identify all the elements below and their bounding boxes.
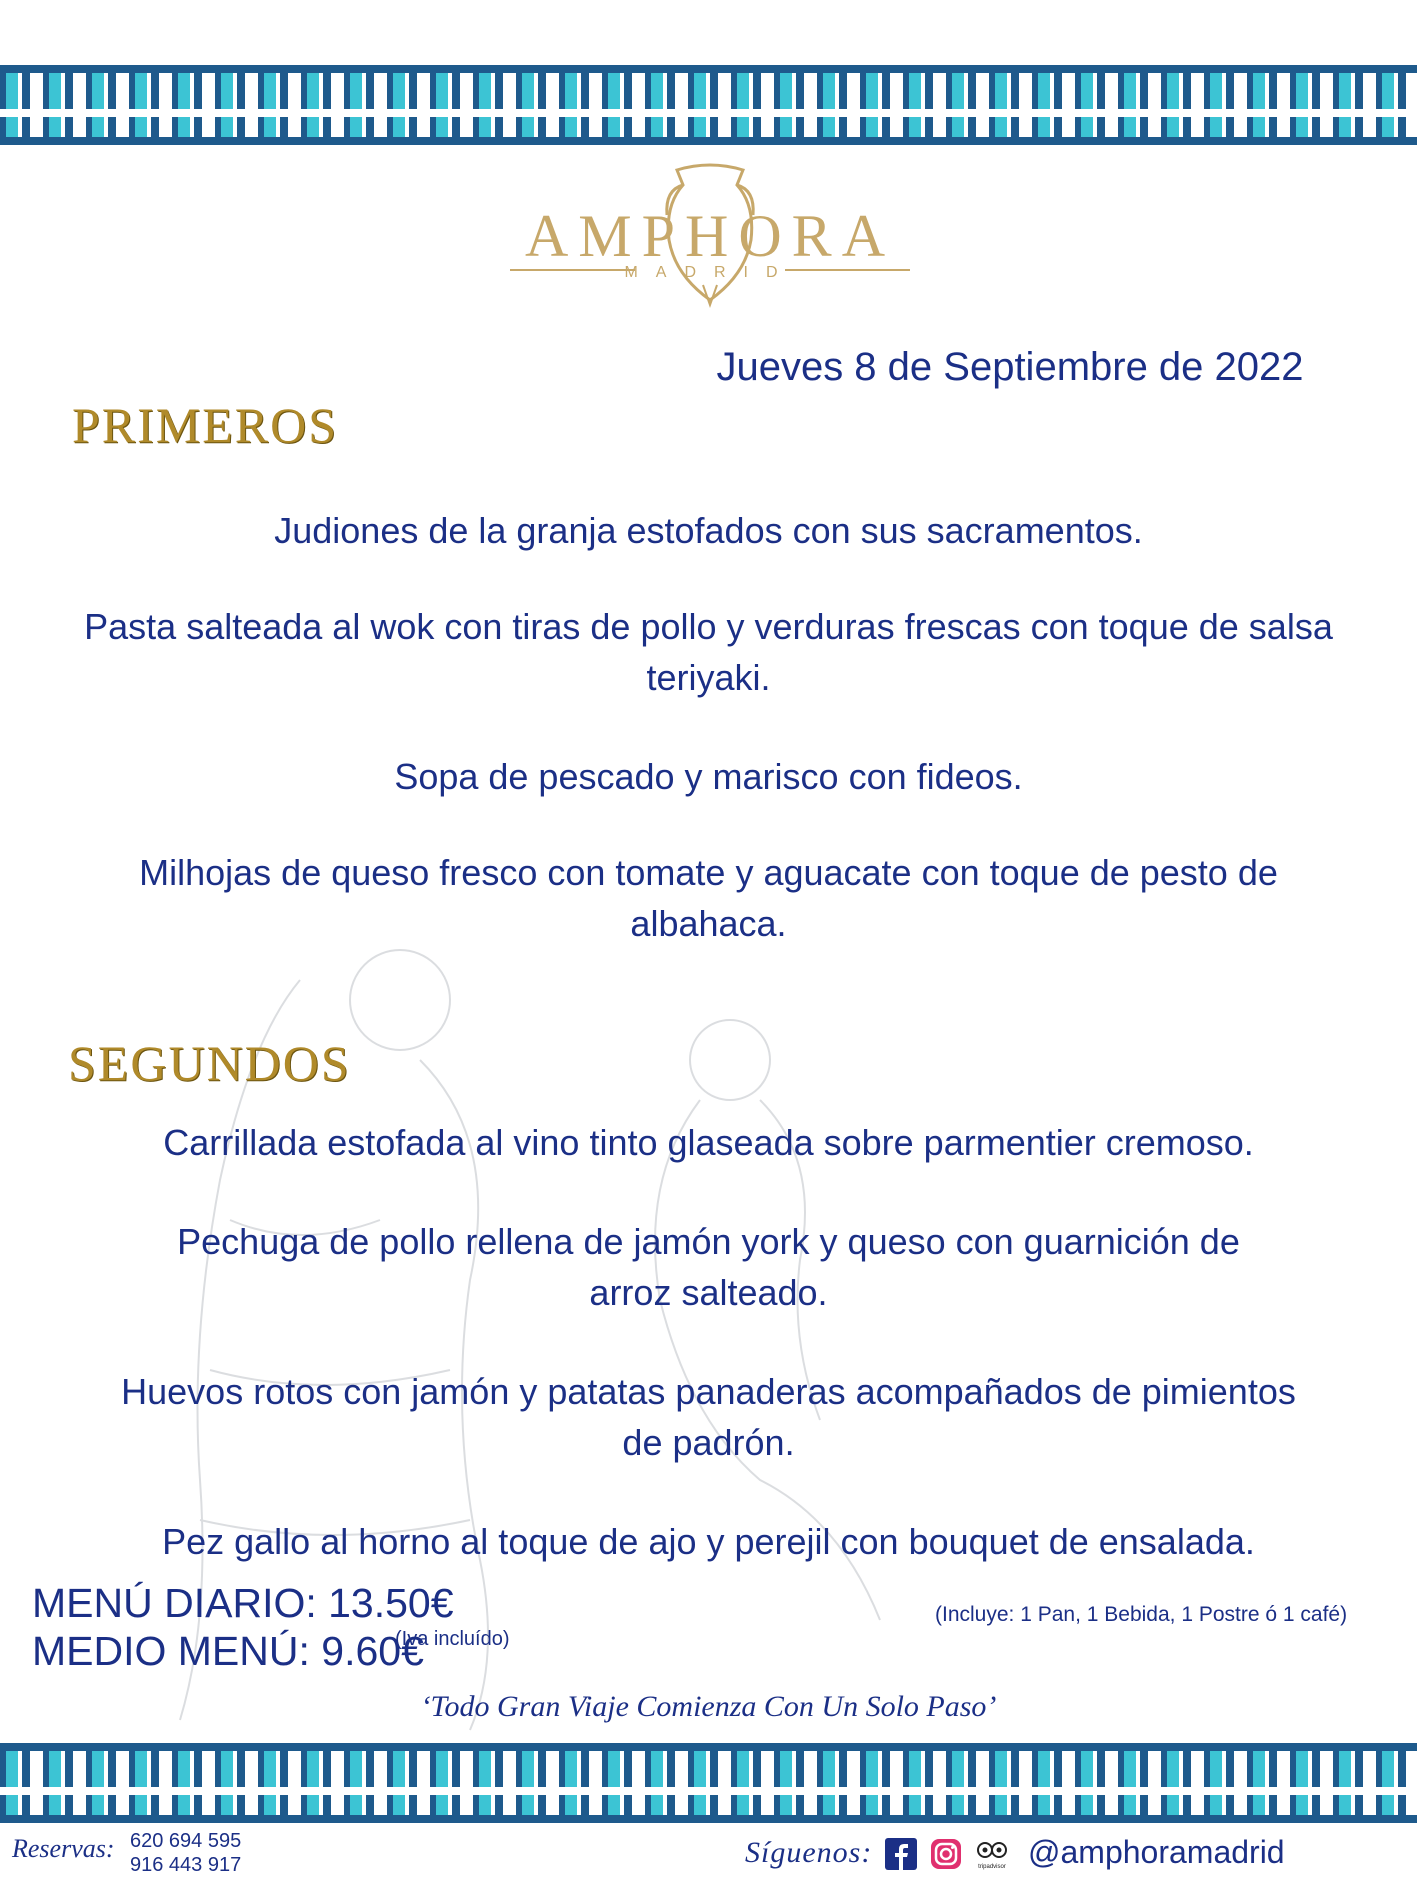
- primeros-item: Sopa de pescado y marisco con fideos.: [394, 756, 1023, 797]
- segundos-item: Carrillada estofada al vino tinto glaseada sobre parmentier cremoso.: [163, 1122, 1254, 1163]
- follow-label: Síguenos:: [745, 1836, 873, 1869]
- tripadvisor-icon[interactable]: [975, 1838, 1009, 1870]
- primeros-list: [40, 505, 1377, 997]
- includes-note: (Incluye: 1 Pan, 1 Bebida, 1 Postre ó 1 café): [935, 1603, 1348, 1626]
- segundos-item: Pez gallo al horno al toque de ajo y perejil con bouquet de ensalada.: [162, 1521, 1255, 1562]
- brand-name: AMPHORA: [524, 203, 896, 269]
- segundos-item: Huevos rotos con jamón y patatas panaderas acompañados de pimientos de padrón.: [121, 1371, 1296, 1463]
- phone-number[interactable]: 916 443 917: [130, 1854, 242, 1876]
- tripadvisor-label: tripadvisor: [978, 1864, 1006, 1870]
- menu-diario-price: MENÚ DIARIO: 13.50€: [32, 1580, 454, 1626]
- primeros-title: PRIMEROS: [72, 397, 339, 453]
- segundos-title: SEGUNDOS: [68, 1035, 351, 1091]
- segundos-list: [40, 1117, 1377, 1615]
- amphora-logo: [505, 160, 915, 340]
- reservas-label: Reservas:: [12, 1834, 115, 1863]
- social-handle[interactable]: @amphoramadrid: [1028, 1834, 1285, 1870]
- phone-number[interactable]: 620 694 595: [130, 1830, 242, 1852]
- primeros-item: Milhojas de queso fresco con tomate y aguacate con toque de pesto de albahaca.: [139, 852, 1278, 944]
- motto-quote: ‘Todo Gran Viaje Comienza Con Un Solo Paso’: [420, 1690, 997, 1723]
- greek-key-border-bottom: [0, 1743, 1417, 1823]
- instagram-icon[interactable]: [930, 1838, 962, 1870]
- greek-key-border-top: [0, 65, 1417, 145]
- amphora-logo-graphic: [505, 160, 915, 340]
- primeros-item: Pasta salteada al wok con tiras de pollo y verduras frescas con toque de salsa teriyaki.: [84, 606, 1333, 698]
- medio-menu-price: MEDIO MENÚ: 9.60€: [32, 1628, 424, 1674]
- iva-note: (Iva incluído): [395, 1628, 510, 1650]
- brand-city: MADRID: [624, 264, 796, 281]
- primeros-item: Judiones de la granja estofados con sus sacramentos.: [274, 510, 1143, 551]
- menu-date: Jueves 8 de Septiembre de 2022: [716, 345, 1304, 389]
- segundos-item: Pechuga de pollo rellena de jamón york y queso con guarnición de arroz salteado.: [177, 1221, 1240, 1313]
- facebook-icon[interactable]: [885, 1838, 917, 1870]
